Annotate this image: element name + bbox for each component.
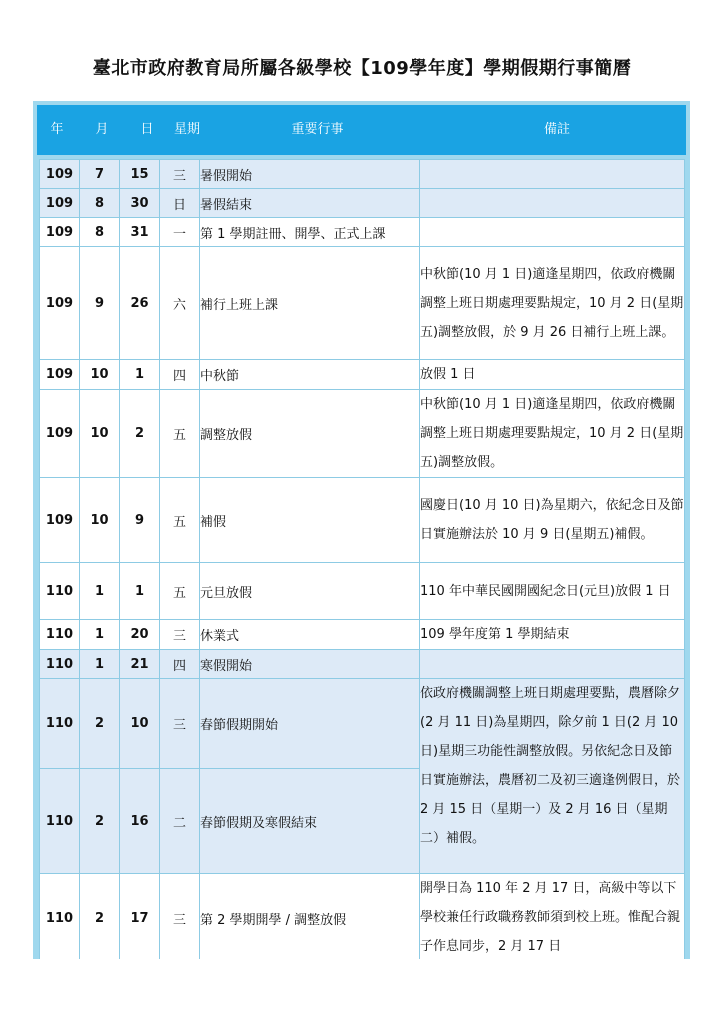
cell-year: 110 xyxy=(40,874,80,960)
calendar-table-frame xyxy=(33,101,690,959)
cell-month: 8 xyxy=(80,189,120,218)
header-month: 月 xyxy=(95,122,109,137)
cell-note: 開學日為 110 年 2 月 17 日，高級中等以下學校兼任行政職務教師須到校上班。惟配合親子作息同步，2 月 17 日 xyxy=(420,874,685,960)
table-row xyxy=(40,218,685,247)
cell-month: 10 xyxy=(80,360,120,390)
cell-weekday: 二 xyxy=(160,769,200,874)
cell-weekday: 一 xyxy=(160,218,200,247)
cell-note xyxy=(420,650,685,679)
cell-day: 15 xyxy=(120,160,160,189)
cell-note xyxy=(420,160,685,189)
cell-year: 109 xyxy=(40,390,80,478)
header-note: 備註 xyxy=(543,122,570,137)
cell-note: 放假 1 日 xyxy=(420,360,685,390)
cell-weekday: 五 xyxy=(160,478,200,563)
cell-year: 110 xyxy=(40,620,80,650)
cell-event: 第 2 學期開學 / 調整放假 xyxy=(200,874,420,960)
header-day: 日 xyxy=(140,122,154,137)
cell-year: 109 xyxy=(40,189,80,218)
cell-day: 17 xyxy=(120,874,160,960)
cell-day: 2 xyxy=(120,390,160,478)
cell-day: 10 xyxy=(120,679,160,769)
cell-month: 2 xyxy=(80,679,120,769)
calendar-table xyxy=(39,159,685,959)
cell-note xyxy=(420,218,685,247)
cell-weekday: 四 xyxy=(160,650,200,679)
cell-day: 1 xyxy=(120,563,160,620)
cell-year: 110 xyxy=(40,769,80,874)
cell-day: 30 xyxy=(120,189,160,218)
cell-note xyxy=(420,189,685,218)
cell-month: 1 xyxy=(80,620,120,650)
table-row xyxy=(40,679,685,769)
cell-month: 1 xyxy=(80,563,120,620)
cell-event: 春節假期開始 xyxy=(200,679,420,769)
table-row xyxy=(40,620,685,650)
cell-month: 10 xyxy=(80,390,120,478)
table-row xyxy=(40,650,685,679)
table-row xyxy=(40,390,685,478)
cell-day: 16 xyxy=(120,769,160,874)
header-event: 重要行事 xyxy=(291,122,344,137)
cell-note: 109 學年度第 1 學期結束 xyxy=(420,620,685,650)
cell-weekday: 四 xyxy=(160,360,200,390)
cell-day: 1 xyxy=(120,360,160,390)
cell-event: 元旦放假 xyxy=(200,563,420,620)
cell-day: 26 xyxy=(120,247,160,360)
cell-event: 暑假開始 xyxy=(200,160,420,189)
cell-note: 依政府機關調整上班日期處理要點，農曆除夕(2 月 11 日)為星期四，除夕前 1 日(2 月 10 日)星期三功能性調整放假。另依紀念日及節日實施辦法，農曆初二及初三適逢例假日，於 2 月 15 日（星期一）及 2 月 16 日（星期二）補假。 xyxy=(420,679,685,874)
cell-weekday: 日 xyxy=(160,189,200,218)
cell-weekday: 三 xyxy=(160,679,200,769)
cell-weekday: 三 xyxy=(160,874,200,960)
cell-year: 110 xyxy=(40,679,80,769)
cell-event: 調整放假 xyxy=(200,390,420,478)
cell-weekday: 五 xyxy=(160,390,200,478)
cell-month: 9 xyxy=(80,247,120,360)
cell-event: 寒假開始 xyxy=(200,650,420,679)
cell-month: 8 xyxy=(80,218,120,247)
header-year: 年 xyxy=(50,122,64,137)
header-weekday: 星期 xyxy=(173,122,200,137)
cell-event: 補行上班上課 xyxy=(200,247,420,360)
cell-month: 2 xyxy=(80,769,120,874)
cell-event: 補假 xyxy=(200,478,420,563)
cell-event: 第 1 學期註冊、開學、正式上課 xyxy=(200,218,420,247)
cell-event: 暑假結束 xyxy=(200,189,420,218)
table-row xyxy=(40,160,685,189)
cell-event: 中秋節 xyxy=(200,360,420,390)
document-title: 臺北市政府教育局所屬各級學校【109學年度】學期假期行事簡曆 xyxy=(92,58,632,79)
cell-weekday: 五 xyxy=(160,563,200,620)
cell-weekday: 三 xyxy=(160,620,200,650)
cell-weekday: 三 xyxy=(160,160,200,189)
cell-month: 7 xyxy=(80,160,120,189)
cell-day: 31 xyxy=(120,218,160,247)
cell-note: 中秋節(10 月 1 日)適逢星期四，依政府機關調整上班日期處理要點規定，10 月 2 日(星期五)調整放假，於 9 月 26 日補行上班上課。 xyxy=(420,247,685,360)
cell-year: 109 xyxy=(40,478,80,563)
table-row xyxy=(40,478,685,563)
cell-event: 春節假期及寒假結束 xyxy=(200,769,420,874)
table-header xyxy=(37,105,686,155)
table-row xyxy=(40,563,685,620)
cell-year: 110 xyxy=(40,563,80,620)
table-row xyxy=(40,247,685,360)
cell-day: 9 xyxy=(120,478,160,563)
table-row xyxy=(40,189,685,218)
cell-year: 109 xyxy=(40,218,80,247)
cell-month: 2 xyxy=(80,874,120,960)
cell-year: 109 xyxy=(40,360,80,390)
cell-month: 1 xyxy=(80,650,120,679)
table-row xyxy=(40,360,685,390)
cell-year: 109 xyxy=(40,247,80,360)
cell-event: 休業式 xyxy=(200,620,420,650)
cell-note: 國慶日(10 月 10 日)為星期六，依紀念日及節日實施辦法於 10 月 9 日(星期五)補假。 xyxy=(420,478,685,563)
cell-year: 109 xyxy=(40,160,80,189)
cell-year: 110 xyxy=(40,650,80,679)
cell-month: 10 xyxy=(80,478,120,563)
cell-note: 110 年中華民國開國紀念日(元旦)放假 1 日 xyxy=(420,563,685,620)
cell-weekday: 六 xyxy=(160,247,200,360)
cell-day: 20 xyxy=(120,620,160,650)
cell-note: 中秋節(10 月 1 日)適逢星期四，依政府機關調整上班日期處理要點規定，10 月 2 日(星期五)調整放假。 xyxy=(420,390,685,478)
table-row xyxy=(40,874,685,960)
cell-day: 21 xyxy=(120,650,160,679)
